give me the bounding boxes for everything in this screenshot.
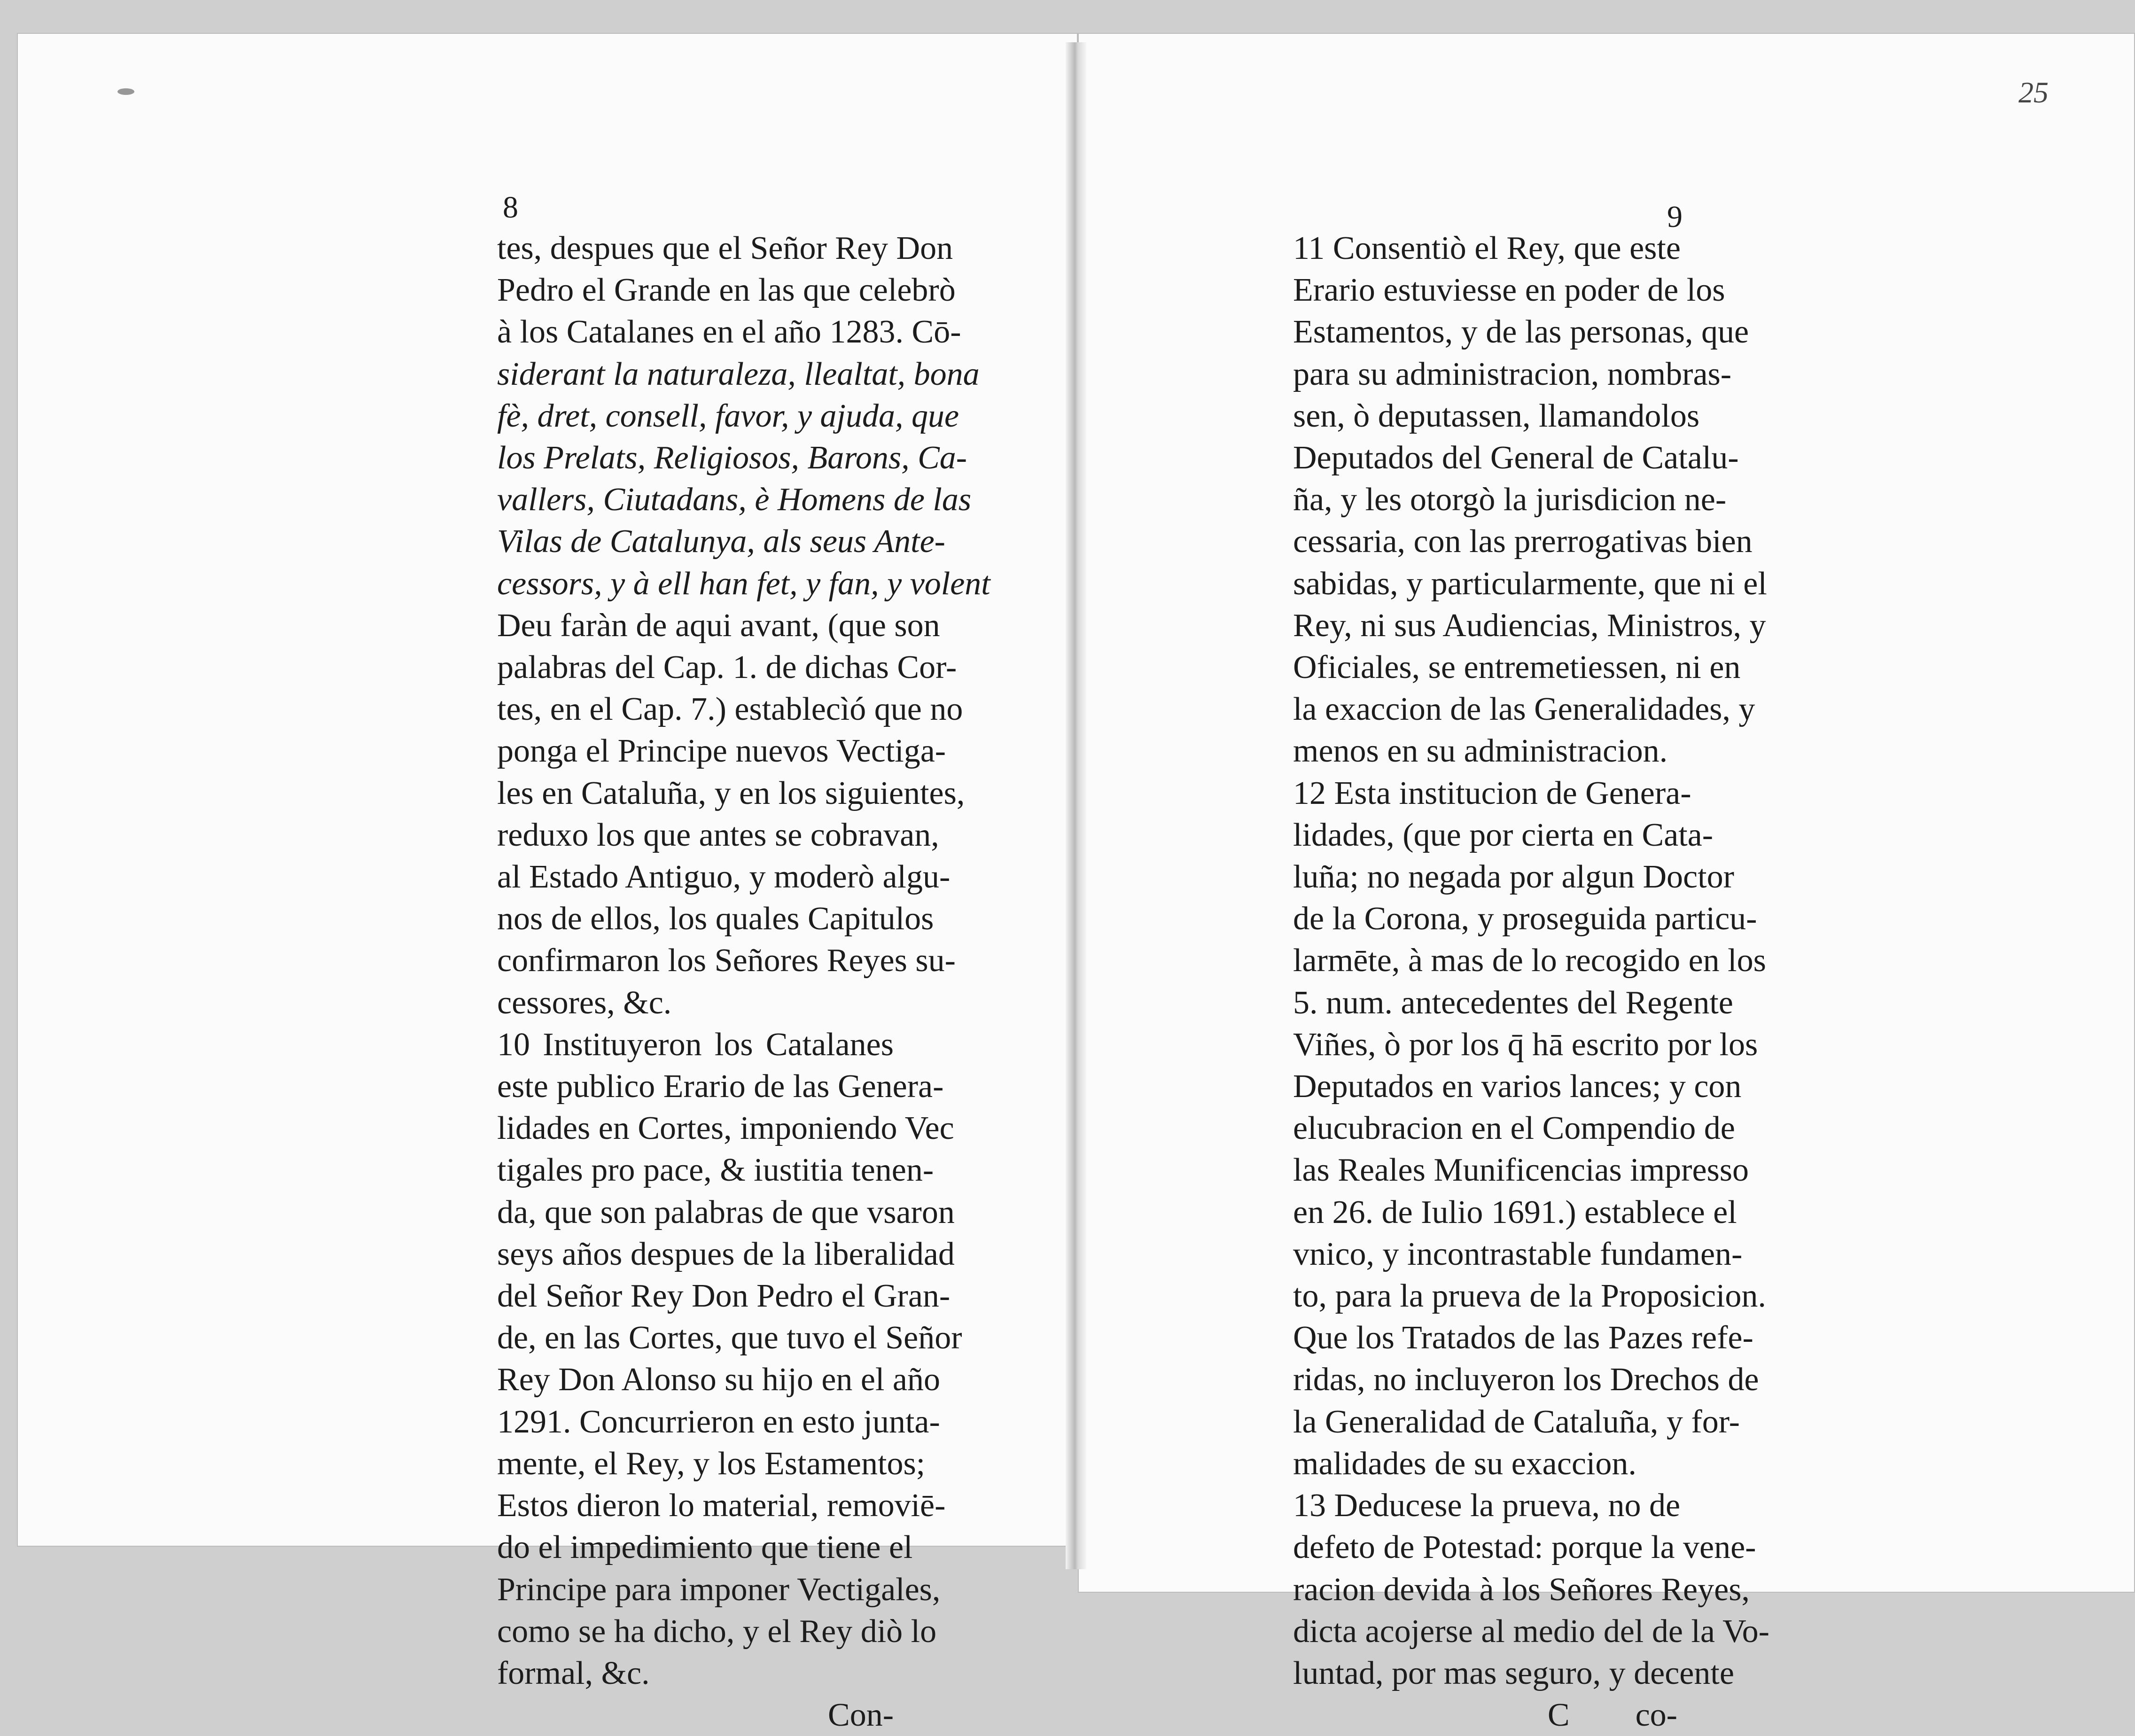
- signature-and-catchword: C co-: [1547, 1697, 1677, 1734]
- text-line: malidades de su exaccion.: [1293, 1445, 1636, 1482]
- text-line: siderant la naturaleza, llealtat, bona: [497, 356, 980, 392]
- text-line: al Estado Antiguo, y moderò algu-: [497, 859, 951, 895]
- text-line: nos de ellos, los quales Capitulos: [497, 901, 934, 937]
- text-line: to, para la prueva de la Proposicion.: [1293, 1278, 1766, 1315]
- text-line: palabras del Cap. 1. de dichas Cor-: [497, 649, 957, 686]
- text-line: vnico, y incontrastable fundamen-: [1293, 1236, 1743, 1272]
- text-line: en 26. de Iulio 1691.) establece el: [1293, 1194, 1737, 1230]
- text-line: del Señor Rey Don Pedro el Gran-: [497, 1278, 951, 1315]
- text-line: Viñes, ò por los q̄ hā escrito por los: [1293, 1026, 1758, 1063]
- text-line: Vilas de Catalunya, als seus Ante-: [497, 523, 945, 560]
- text-line: Oficiales, se entremetiessen, ni en: [1293, 649, 1741, 686]
- text-line: Pedro el Grande en las que celebrò: [497, 272, 956, 309]
- text-line: luña; no negada por algun Doctor: [1293, 859, 1734, 895]
- text-line: confirmaron los Señores Reyes su-: [497, 942, 956, 979]
- text-line: tigales pro pace, & iustitia tenen-: [497, 1152, 934, 1189]
- text-line: Que los Tratados de las Pazes refe-: [1293, 1320, 1753, 1356]
- text-line: de, en las Cortes, que tuvo el Señor: [497, 1320, 962, 1356]
- text-line: Deputados en varios lances; y con: [1293, 1068, 1742, 1105]
- text-line: sabidas, y particularmente, que ni el: [1293, 565, 1767, 602]
- text-line: da, que son palabras de que vsaron: [497, 1194, 955, 1230]
- text-line: formal, &c.: [497, 1655, 650, 1691]
- text-line: 10 Instituyeron los Catalanes: [497, 1026, 894, 1063]
- text-line: luntad, por mas seguro, y decente: [1293, 1655, 1734, 1691]
- text-line: cessors, y à ell han fet, y fan, y volent: [497, 565, 990, 602]
- text-line: lidades, (que por cierta en Cata-: [1293, 817, 1714, 853]
- text-line: 5. num. antecedentes del Regente: [1293, 984, 1733, 1021]
- text-line: tes, despues que el Señor Rey Don: [497, 230, 953, 266]
- text-line: reduxo los que antes se cobravan,: [497, 817, 939, 853]
- right-text-column: [1293, 227, 1769, 1736]
- text-line: vallers, Ciutadans, è Homens de las: [497, 482, 972, 518]
- left-text-column: [497, 227, 990, 1736]
- text-line: lidades en Cortes, imponiendo Vec: [497, 1110, 954, 1147]
- text-line: este publico Erario de las Genera-: [497, 1068, 944, 1105]
- text-line: ridas, no incluyeron los Drechos de: [1293, 1362, 1759, 1398]
- text-line: à los Catalanes en el año 1283. Cō-: [497, 314, 961, 350]
- text-line: 1291. Concurrieron en esto junta-: [497, 1403, 940, 1440]
- text-line: para su administracion, nombras-: [1293, 356, 1732, 392]
- right-page-number: 9: [1667, 200, 1683, 234]
- text-line: Estamentos, y de las personas, que: [1293, 314, 1749, 350]
- text-line: ña, y les otorgò la jurisdicion ne-: [1293, 482, 1727, 518]
- text-line: la exaccion de las Generalidades, y: [1293, 691, 1755, 728]
- text-line: de la Corona, y proseguida particu-: [1293, 901, 1757, 937]
- text-line: mente, el Rey, y los Estamentos;: [497, 1445, 926, 1482]
- text-line: fè, dret, consell, favor, y ajuda, que: [497, 397, 959, 434]
- text-line: sen, ò deputassen, llamandolos: [1293, 397, 1700, 434]
- catchword: Con-: [828, 1697, 894, 1734]
- text-line: do el impedimiento que tiene el: [497, 1529, 913, 1566]
- text-line: ponga el Principe nuevos Vectiga-: [497, 733, 946, 770]
- ink-smudge: [117, 88, 134, 95]
- text-line: larmēte, à mas de lo recogido en los: [1293, 942, 1766, 979]
- text-line: los Prelats, Religiosos, Barons, Ca-: [497, 440, 967, 476]
- text-line: la Generalidad de Cataluña, y for-: [1293, 1403, 1740, 1440]
- text-line: dicta acojerse al medio del de la Vo-: [1293, 1613, 1769, 1650]
- text-line: Rey, ni sus Audiencias, Ministros, y: [1293, 607, 1766, 644]
- text-line: racion devida à los Señores Reyes,: [1293, 1571, 1750, 1608]
- text-line: menos en su administracion.: [1293, 733, 1668, 770]
- text-line: Rey Don Alonso su hijo en el año: [497, 1362, 940, 1398]
- text-line: Deputados del General de Catalu-: [1293, 440, 1739, 476]
- text-line: les en Cataluña, y en los siguientes,: [497, 775, 965, 811]
- text-line: Estos dieron lo material, removiē-: [497, 1487, 946, 1524]
- text-line: cessores, &c.: [497, 984, 672, 1021]
- text-line: 13 Deducese la prueva, no de: [1293, 1487, 1681, 1524]
- text-line: elucubracion en el Compendio de: [1293, 1110, 1735, 1147]
- text-line: 11 Consentiò el Rey, que este: [1293, 230, 1681, 266]
- bleed-through-left: [221, 423, 475, 1269]
- text-line: cessaria, con las prerrogativas bien: [1293, 523, 1753, 560]
- text-line: Principe para imponer Vectigales,: [497, 1571, 941, 1608]
- text-line: defeto de Potestad: porque la vene-: [1293, 1529, 1756, 1566]
- text-line: las Reales Munificencias impresso: [1293, 1152, 1749, 1189]
- folio-number: 25: [2018, 76, 2049, 109]
- text-line: seys años despues de la liberalidad: [497, 1236, 955, 1272]
- text-line: Deu faràn de aqui avant, (que son: [497, 607, 940, 644]
- text-line: 12 Esta institucion de Genera-: [1293, 775, 1691, 811]
- left-page-number: 8: [503, 190, 518, 225]
- text-line: tes, en el Cap. 7.) establecìó que no: [497, 691, 963, 728]
- text-line: como se ha dicho, y el Rey diò lo: [497, 1613, 937, 1650]
- book-gutter: [1066, 42, 1086, 1569]
- text-line: Erario estuviesse en poder de los: [1293, 272, 1725, 309]
